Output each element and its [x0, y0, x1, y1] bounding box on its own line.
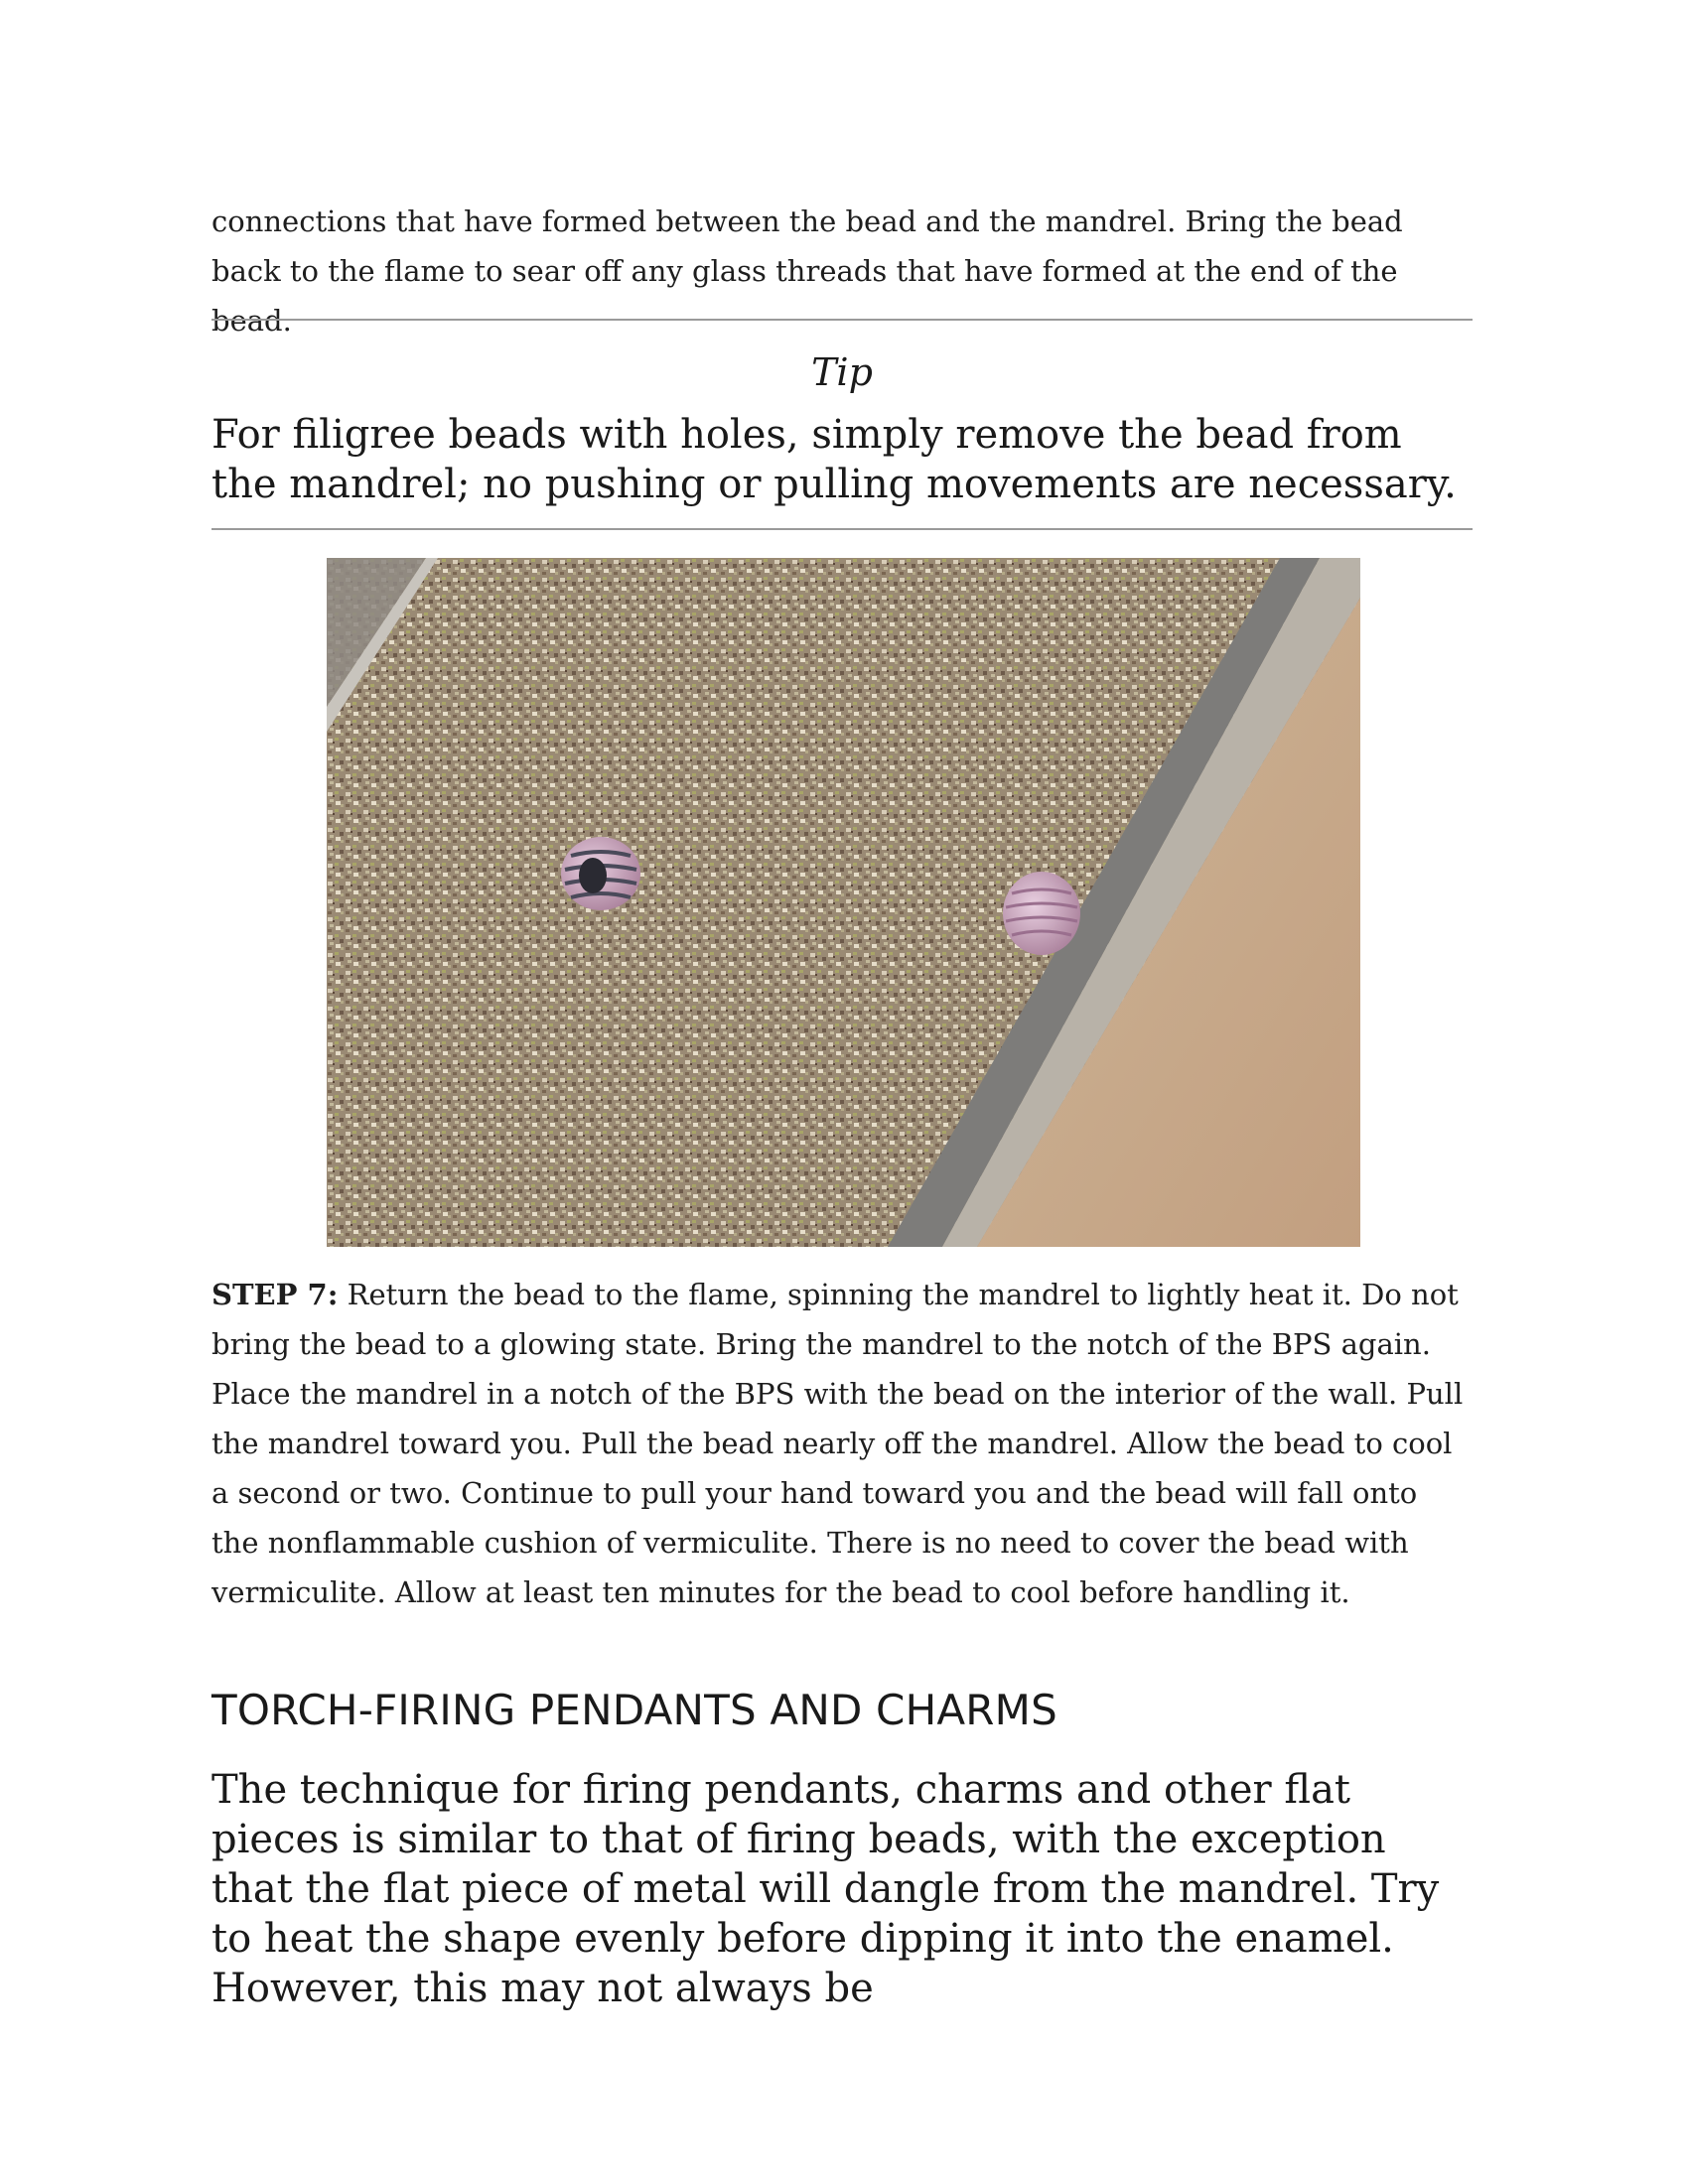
tip-top-rule: [211, 319, 1473, 321]
section-paragraph: The technique for firing pendants, charms and other flat pieces is similar to that of firing beads, with the exception that the flat piece of metal will dangle from the mandrel. Try to heat the shape evenly before dipping it into the enamel. However, this may not always be: [211, 1767, 1440, 2011]
step7-label: STEP 7:: [211, 1278, 339, 1311]
bead-left: [561, 837, 640, 910]
tip-bottom-rule: [211, 528, 1473, 530]
intro-paragraph: connections that have formed between the bead and the mandrel. Bring the bead back to the flame to sear off any glass threads that have formed at the end of the bead.: [211, 205, 1403, 338]
section-heading: TORCH-FIRING PENDANTS AND CHARMS: [211, 1686, 1057, 1734]
vermiculite-tray-photo: [327, 558, 1360, 1247]
page-content: [211, 197, 1473, 345]
step7-paragraph: [211, 1270, 1473, 1617]
tip-text: For filigree beads with holes, simply remove the bead from the mandrel; no pushing or pulling movements are necessary.: [211, 412, 1457, 507]
step7-text: Return the bead to the flame, spinning the mandrel to lightly heat it. Do not bring the bead to a glowing state. Bring the mandrel to the notch of the BPS again. Place the mandrel in a notch of the BPS with the bead on the interior of the wall. Pull the mandrel toward you. Pull the bead nearly off the mandrel. Allow the bead to cool a second or two. Continue to pull your hand toward you and the bead will fall onto the nonflammable cushion of vermiculite. There is no need to cover the bead with vermiculite. Allow at least ten minutes for the bead to cool before handling it.: [211, 1278, 1464, 1609]
tip-title: Tip: [811, 350, 873, 394]
bead-right: [1003, 872, 1080, 955]
